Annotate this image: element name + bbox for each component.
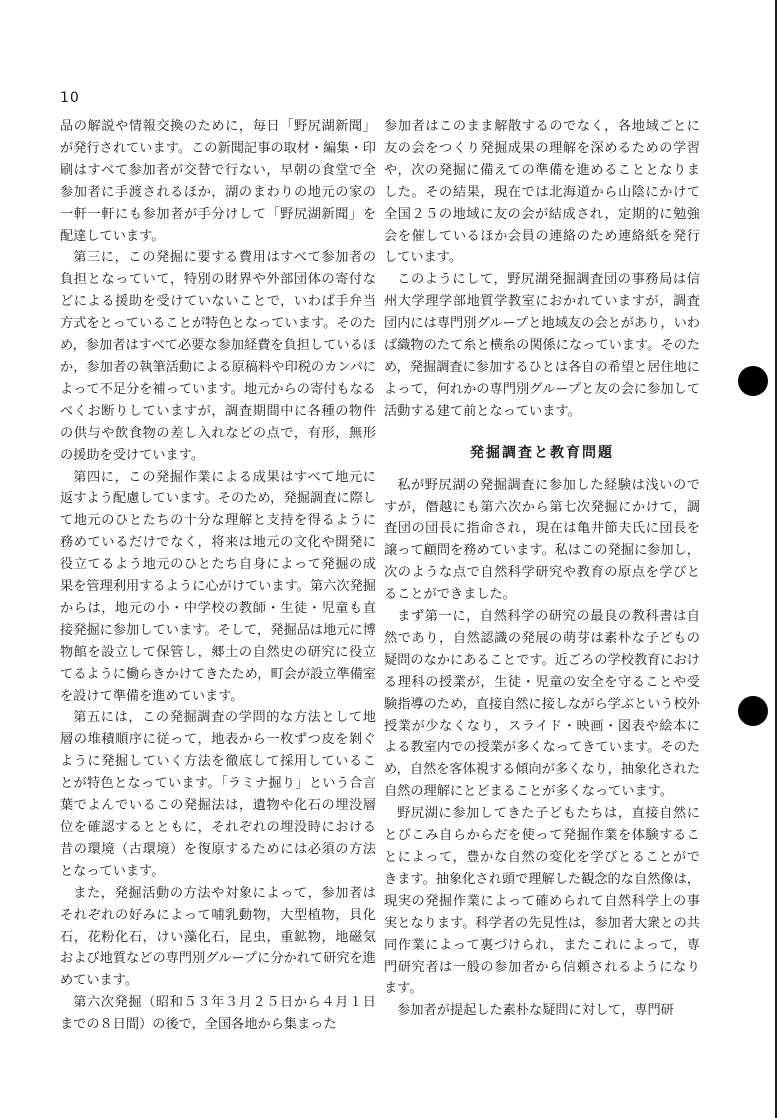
page-edge bbox=[775, 0, 777, 1118]
paragraph: 第五には，この発掘調査の学問的な方法として地層の堆積順序に従って，地表から一枚ずつ皮を剝ぐように発掘していく方法を徹底して採用していることが特色となっています。「ラミナ掘り」という合言葉でよんでいるこの発掘法は，遺物や化石の埋没層位を確認するとともに，それぞれの埋没時における昔の環境（古環境）を復原するためには必須の方法となっています。 bbox=[60, 710, 376, 879]
paragraph: 参加者が提起した素朴な疑問に対して，専門研 bbox=[397, 1003, 674, 1019]
paragraph: 野尻湖に参加してきた子どもたちは，直接自然にとびこみ自らからだを使って発掘作業を体験することによって，豊かな自然の変化を学びとることができます。抽象化され頭で理解した観念的な自然像は，現実の発掘作業によって確められて自然科学上の事実となります。科学者の先見性は，参加者大衆との共同作業によって裏づけられ，またこれによって，専門研究者は一般の参加者から信頼されるようになります。 bbox=[384, 806, 700, 997]
page-number: 10 bbox=[60, 90, 80, 106]
paragraph: まず第一に，自然科学の研究の最良の教科書は自然であり，自然認識の発展の萌芽は素朴な子どもの疑問のなかにあることです。近ごろの学校教育における理科の授業が，生徒・児童の安全を守ることや受験指導のため，直接自然に接しながら学ぶという校外授業が少なくなり，スライド・映画・図表や絵本による教室内での授業が多くなってきています。そのため，自然を客体視する傾向が多くなり，抽象化された自然の理解にとどまることが多くなっています。 bbox=[384, 609, 700, 800]
paragraph: 品の解説や情報交換のために，毎日「野尻湖新聞」が発行されています。この新聞記事の取材・編集・印刷はすべて参加者が交替で行ない，早朝の食堂で全参加者に手渡されるほか，湖のまわりの地元の家の一軒一軒にも参加者が手分けして「野尻湖新聞」を配達しています。 bbox=[60, 119, 376, 244]
paragraph: 第三に，この発掘に要する費用はすべて参加者の負担となっていて，特別の財界や外部団体の寄付などによる援助を受けていないことで，いわば手弁当方式をとっていることが特色となっています。そのため，参加者はすべて必要な参加経費を負担しているほか，参加者の執筆活動による原稿料や印税のカンパによって不足分を補っています。地元からの寄付もなるべくお断りしていますが，調査期間中に各種の物件の供与や飲食物の差し入れなどの点で，有形，無形の援助を受けています。 bbox=[60, 250, 376, 463]
left-column bbox=[60, 116, 376, 1036]
section-heading: 発掘調査と教育問題 bbox=[470, 444, 614, 461]
paragraph: 参加者はこのまま解散するのでなく，各地域ごとに友の会をつくり発掘成果の理解を深めるための学習や，次の発掘に備えての準備を進めることとなりました。その結果，現在では北海道から山陰にかけて全国２５の地域に友の会が結成され，定期的に勉強会を催しているほか会員の連絡のため連絡紙を発行しています。 bbox=[384, 119, 700, 266]
binder-hole-top bbox=[738, 366, 768, 396]
binder-hole-bottom bbox=[738, 696, 768, 726]
paragraph: また，発掘活動の方法や対象によって，参加者はそれぞれの好みによって哺乳動物，大型植物，貝化石，花粉化石，けい藻化石，昆虫，重鉱物，地磁気および地質などの専門別グループに分かれて研究を進めています。 bbox=[60, 885, 376, 989]
paragraph: 私が野尻湖の発掘調査に参加した経験は浅いのですが，僭越にも第六次から第七次発掘にかけて，調査団の団長に指命され，現在は亀井節夫氏に団長を譲って顧問を務めています。私はこの発掘に参加し，次のような点で自然科学研究や教育の原点を学びとることができました。 bbox=[384, 477, 700, 603]
paragraph: 第四に，この発掘作業による成果はすべて地元に返すよう配慮しています。そのため，発掘調査に際して地元のひとたちの十分な理解と支持を得るように務めているだけでなく，将来は地元の文化や開発に役立てるよう地元のひとたち自身によって発掘の成果を管理利用するように心がけています。第六次発掘からは，地元の小・中学校の教師・生徒・児童も直接発掘に参加しています。そして，発掘品は地元に博物館を設立して保管し，郷土の自然史の研究に役立てるように働らきかけてきたため，町会が設立準備室を設けて準備を進めています。 bbox=[60, 469, 376, 704]
paragraph: このようにして，野尻湖発掘調査団の事務局は信州大学理学部地質学教室におかれていますが，調査団内には専門別グループと地域友の会とがあり，いわば織物のたて糸と横糸の関係になっています。そのため，発掘調査に参加するひとは各自の希望と居住地によって，何れかの専門別グループと友の会に参加して活動する建て前となっています。 bbox=[384, 272, 700, 419]
paragraph: 第六次発掘（昭和５３年３月２５日から４月１日までの８日間）の後で，全国各地から集まった bbox=[60, 995, 376, 1033]
right-column bbox=[384, 116, 700, 1022]
